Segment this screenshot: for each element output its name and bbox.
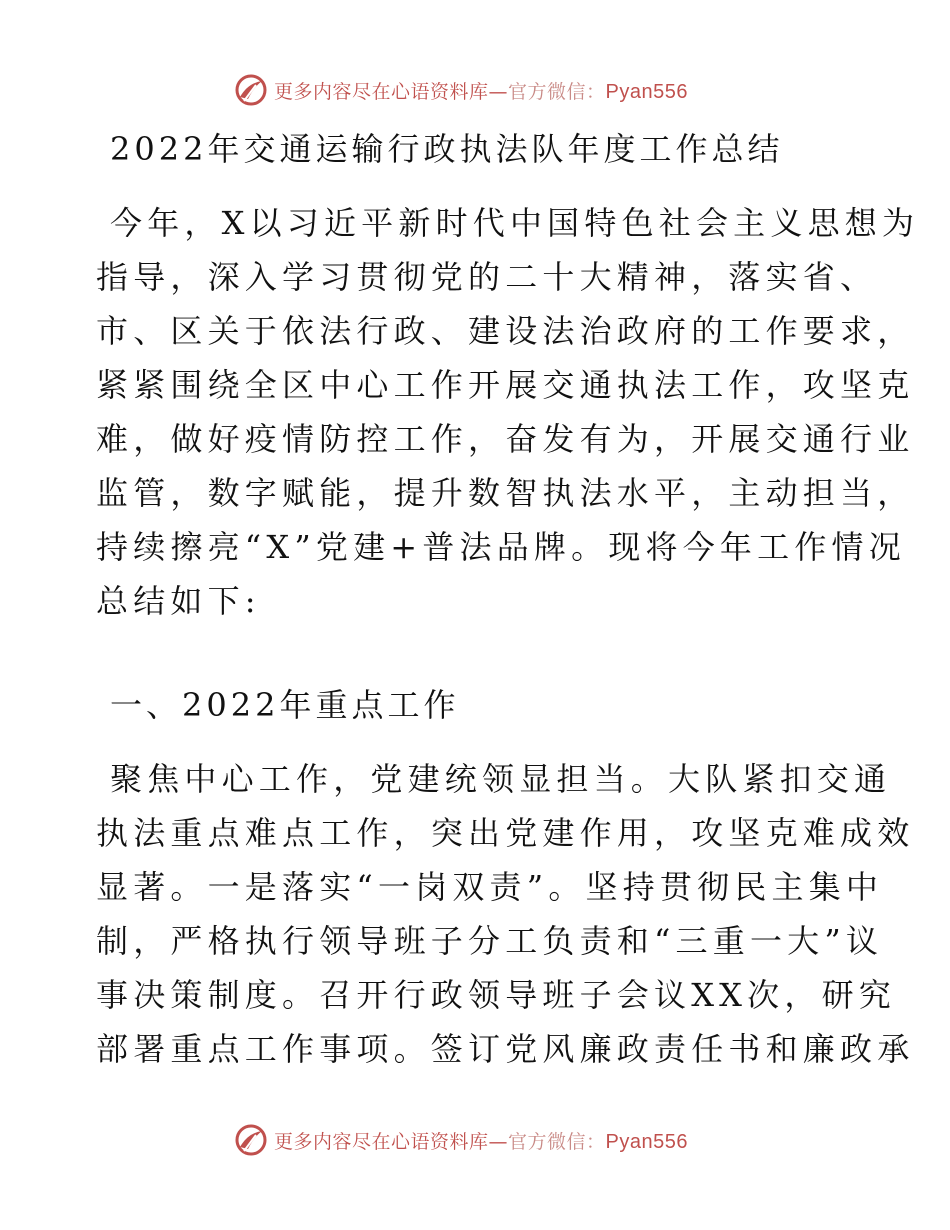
watermark-label: 官方微信： (508, 1130, 606, 1153)
watermark-wechat-id: Pyan556 (605, 80, 688, 103)
library-logo-icon (234, 1123, 268, 1157)
watermark-separator: — (488, 1130, 509, 1153)
body-line: 部署重点工作事项。签订党风廉政责任书和廉政承 (96, 1030, 915, 1068)
watermark-label: 官方微信： (508, 80, 606, 103)
body-line: 事决策制度。召开行政领导班子会议XX次，研究 (96, 976, 896, 1014)
section-heading: 一、2022年重点工作 (110, 686, 460, 724)
intro-line: 紧紧围绕全区中心工作开展交通执法工作，攻坚克 (96, 366, 915, 404)
intro-line: 难，做好疫情防控工作，奋发有为，开展交通行业 (96, 420, 915, 458)
intro-line: 今年，X以习近平新时代中国特色社会主义思想为 (110, 204, 920, 242)
body-line: 显著。一是落实“一岗双责”。坚持贯彻民主集中 (96, 868, 884, 906)
watermark-wechat-id: Pyan556 (605, 1130, 688, 1153)
intro-line: 指导，深入学习贯彻党的二十大精神，落实省、 (96, 258, 878, 296)
intro-line: 持续擦亮“X”党建+普法品牌。现将今年工作情况 (96, 528, 906, 566)
body-line: 聚焦中心工作，党建统领显担当。大队紧扣交通 (110, 760, 892, 798)
watermark-banner-top (0, 70, 950, 110)
intro-line: 市、区关于依法行政、建设法治政府的工作要求， (96, 312, 915, 350)
document-title: 2022年交通运输行政执法队年度工作总结 (110, 130, 784, 168)
library-logo-icon (234, 73, 268, 107)
intro-line: 监管，数字赋能，提升数智执法水平，主动担当， (96, 474, 915, 512)
body-paragraph (96, 752, 915, 1076)
watermark-banner-bottom (0, 1120, 950, 1160)
watermark-text: 更多内容尽在心语资料库 (274, 80, 489, 103)
intro-paragraph (96, 196, 920, 628)
body-line: 制，严格执行领导班子分工负责和“三重一大”议 (96, 922, 884, 960)
intro-line: 总结如下: (96, 582, 261, 620)
watermark-text: 更多内容尽在心语资料库 (274, 1130, 489, 1153)
watermark-separator: — (488, 80, 509, 103)
body-line: 执法重点难点工作，突出党建作用，攻坚克难成效 (96, 814, 915, 852)
